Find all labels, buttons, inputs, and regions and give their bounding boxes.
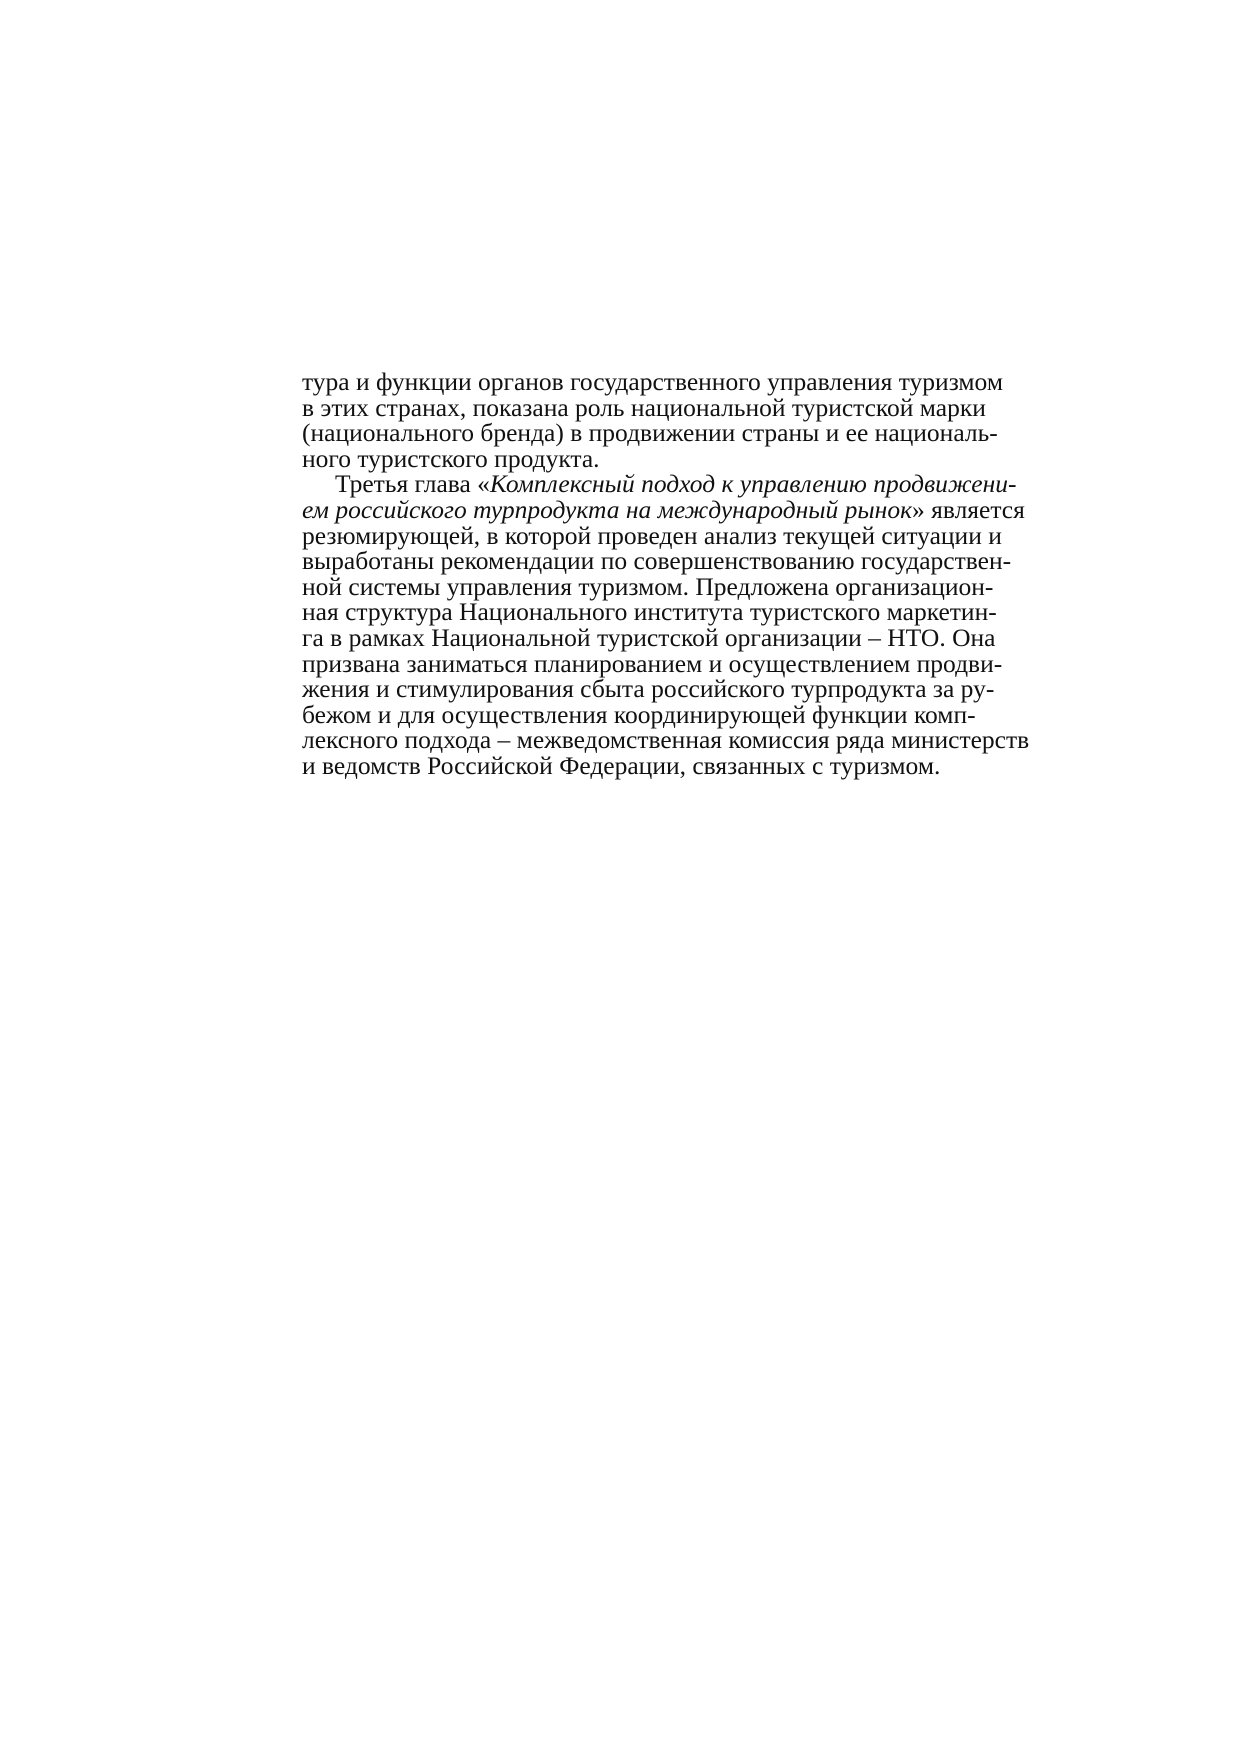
text-line: ная структура Национального института туристского маркетин- — [302, 597, 997, 627]
text-run: » является — [912, 494, 1025, 524]
text-line: ной системы управления туризмом. Предложена организацион- — [302, 571, 994, 601]
text-line: жения и стимулирования сбыта российского турпродукта за ру- — [302, 674, 995, 704]
text-line: призвана заниматься планированием и осуществлением продви- — [302, 648, 1003, 678]
text-line: га в рамках Национальной туристской организации – НТО. Она — [302, 622, 996, 652]
text-line: тура и функции органов государственного управления туризмом — [302, 367, 1003, 396]
text-line — [302, 469, 1017, 499]
text-line: бежом и для осуществления координирующей функции комп- — [302, 699, 976, 729]
chapter-title-italic: ем российского турпродукта на международный рынок — [302, 494, 913, 524]
text-line: в этих странах, показана роль национальной туристской марки — [302, 392, 986, 422]
text-line: резюмирующей, в которой проведен анализ текущей ситуации и — [302, 520, 1002, 550]
chapter-title-italic: Комплексный подход к управлению продвижени- — [489, 469, 1017, 499]
text-run: Третья глава « — [335, 469, 490, 499]
text-line: ного туристского продукта. — [302, 443, 600, 473]
body-text — [302, 367, 1030, 780]
paragraph-2 — [302, 469, 1030, 780]
text-line: лексного подхода – межведомственная комиссия ряда министерств — [302, 725, 1030, 755]
text-line — [302, 494, 1025, 524]
text-line: выработаны рекомендации по совершенствованию государствен- — [302, 546, 1012, 576]
text-line: и ведомств Российской Федерации, связанных с туризмом. — [302, 750, 941, 780]
text-line: (национального бренда) в продвижении страны и ее националь- — [302, 418, 998, 448]
paragraph-1 — [302, 367, 1003, 473]
